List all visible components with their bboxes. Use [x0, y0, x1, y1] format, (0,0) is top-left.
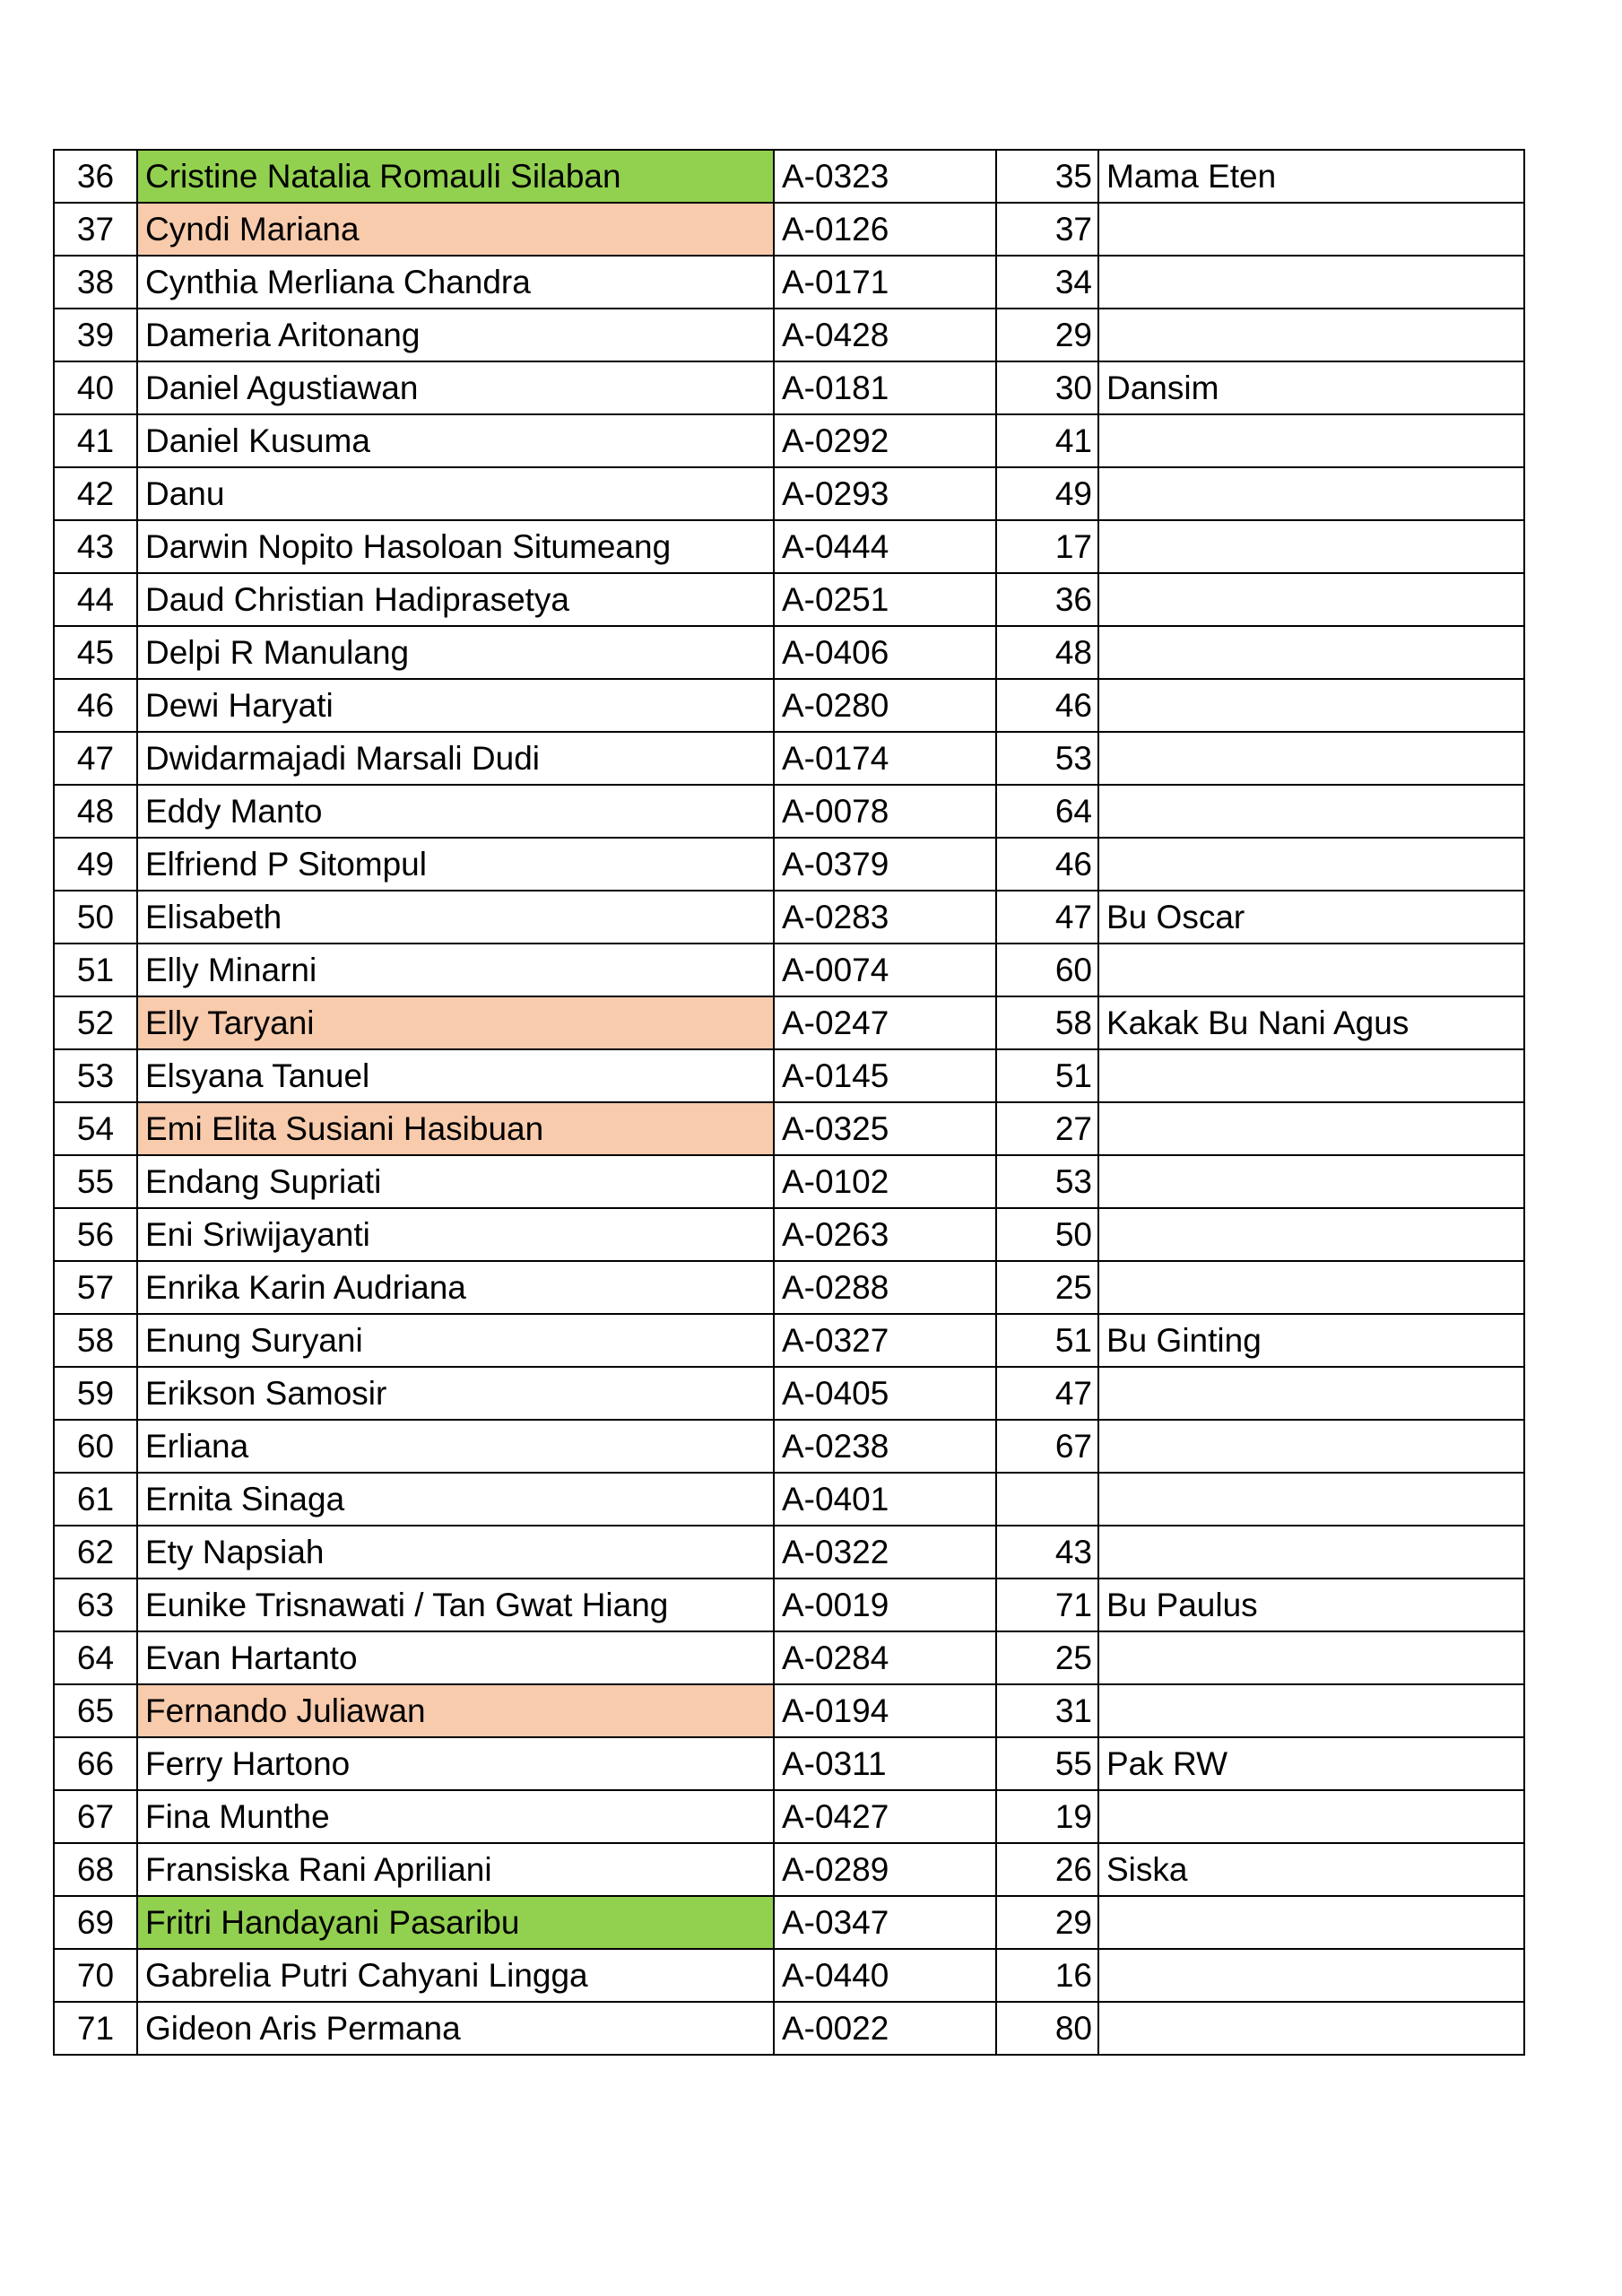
member-code-cell: A-0247	[774, 996, 996, 1049]
member-code-cell: A-0174	[774, 732, 996, 785]
member-age-cell: 29	[996, 309, 1098, 361]
member-name-cell: Endang Supriati	[137, 1155, 774, 1208]
member-note-cell	[1098, 309, 1524, 361]
member-age-cell: 47	[996, 1367, 1098, 1420]
member-name-cell: Dwidarmajadi Marsali Dudi	[137, 732, 774, 785]
member-name-cell: Gabrelia Putri Cahyani Lingga	[137, 1949, 774, 2002]
row-number-cell: 67	[54, 1790, 137, 1843]
table-row	[54, 1843, 1524, 1896]
row-number-cell: 63	[54, 1578, 137, 1631]
member-name-cell: Evan Hartanto	[137, 1631, 774, 1684]
member-name-cell: Cristine Natalia Romauli Silaban	[137, 150, 774, 203]
member-note-cell	[1098, 1790, 1524, 1843]
member-code-cell: A-0280	[774, 679, 996, 732]
member-note-cell: Kakak Bu Nani Agus	[1098, 996, 1524, 1049]
member-age-cell: 41	[996, 414, 1098, 467]
member-note-cell: Mama Eten	[1098, 150, 1524, 203]
table-row	[54, 2002, 1524, 2055]
table-row	[54, 414, 1524, 467]
member-note-cell: Dansim	[1098, 361, 1524, 414]
table-row	[54, 1737, 1524, 1790]
member-code-cell: A-0311	[774, 1737, 996, 1790]
table-row	[54, 1684, 1524, 1737]
member-name-cell: Elly Minarni	[137, 944, 774, 996]
member-age-cell: 17	[996, 520, 1098, 573]
member-note-cell	[1098, 256, 1524, 309]
row-number-cell: 44	[54, 573, 137, 626]
member-note-cell	[1098, 1473, 1524, 1526]
member-code-cell: A-0283	[774, 891, 996, 944]
row-number-cell: 70	[54, 1949, 137, 2002]
member-name-cell: Enrika Karin Audriana	[137, 1261, 774, 1314]
member-code-cell: A-0284	[774, 1631, 996, 1684]
member-name-cell: Elsyana Tanuel	[137, 1049, 774, 1102]
table-row	[54, 944, 1524, 996]
member-code-cell: A-0074	[774, 944, 996, 996]
member-note-cell	[1098, 1261, 1524, 1314]
member-note-cell	[1098, 1208, 1524, 1261]
member-code-cell: A-0288	[774, 1261, 996, 1314]
member-code-cell: A-0406	[774, 626, 996, 679]
member-age-cell: 36	[996, 573, 1098, 626]
row-number-cell: 40	[54, 361, 137, 414]
member-name-cell: Fritri Handayani Pasaribu	[137, 1896, 774, 1949]
table-row	[54, 361, 1524, 414]
table-row	[54, 1155, 1524, 1208]
row-number-cell: 47	[54, 732, 137, 785]
member-note-cell	[1098, 203, 1524, 256]
member-note-cell	[1098, 414, 1524, 467]
member-age-cell: 43	[996, 1526, 1098, 1578]
row-number-cell: 49	[54, 838, 137, 891]
table-row	[54, 1896, 1524, 1949]
table-row	[54, 996, 1524, 1049]
member-age-cell: 26	[996, 1843, 1098, 1896]
table-row	[54, 838, 1524, 891]
row-number-cell: 60	[54, 1420, 137, 1473]
member-note-cell: Bu Paulus	[1098, 1578, 1524, 1631]
row-number-cell: 54	[54, 1102, 137, 1155]
table-row	[54, 1420, 1524, 1473]
member-code-cell: A-0427	[774, 1790, 996, 1843]
member-note-cell	[1098, 838, 1524, 891]
member-name-cell: Ferry Hartono	[137, 1737, 774, 1790]
row-number-cell: 52	[54, 996, 137, 1049]
member-age-cell: 19	[996, 1790, 1098, 1843]
row-number-cell: 57	[54, 1261, 137, 1314]
member-code-cell: A-0019	[774, 1578, 996, 1631]
member-code-cell: A-0428	[774, 309, 996, 361]
member-age-cell: 30	[996, 361, 1098, 414]
table-row	[54, 1102, 1524, 1155]
member-note-cell	[1098, 944, 1524, 996]
table-row	[54, 1473, 1524, 1526]
row-number-cell: 62	[54, 1526, 137, 1578]
member-name-cell: Darwin Nopito Hasoloan Situmeang	[137, 520, 774, 573]
member-code-cell: A-0405	[774, 1367, 996, 1420]
table-row	[54, 1631, 1524, 1684]
member-name-cell: Ernita Sinaga	[137, 1473, 774, 1526]
member-note-cell	[1098, 1049, 1524, 1102]
table-row	[54, 626, 1524, 679]
member-note-cell	[1098, 1684, 1524, 1737]
member-age-cell: 67	[996, 1420, 1098, 1473]
member-name-cell: Eunike Trisnawati / Tan Gwat Hiang	[137, 1578, 774, 1631]
table-row	[54, 732, 1524, 785]
member-code-cell: A-0171	[774, 256, 996, 309]
member-code-cell: A-0325	[774, 1102, 996, 1155]
member-note-cell	[1098, 1949, 1524, 2002]
member-age-cell: 48	[996, 626, 1098, 679]
member-age-cell: 55	[996, 1737, 1098, 1790]
member-note-cell	[1098, 732, 1524, 785]
member-code-cell: A-0289	[774, 1843, 996, 1896]
member-name-cell: Daniel Agustiawan	[137, 361, 774, 414]
member-age-cell: 80	[996, 2002, 1098, 2055]
member-code-cell: A-0379	[774, 838, 996, 891]
member-code-cell: A-0181	[774, 361, 996, 414]
member-note-cell	[1098, 1102, 1524, 1155]
member-code-cell: A-0323	[774, 150, 996, 203]
member-note-cell: Bu Oscar	[1098, 891, 1524, 944]
row-number-cell: 42	[54, 467, 137, 520]
member-age-cell: 35	[996, 150, 1098, 203]
table-row	[54, 1261, 1524, 1314]
row-number-cell: 36	[54, 150, 137, 203]
row-number-cell: 64	[54, 1631, 137, 1684]
row-number-cell: 51	[54, 944, 137, 996]
member-age-cell	[996, 1473, 1098, 1526]
member-note-cell: Pak RW	[1098, 1737, 1524, 1790]
member-name-cell: Cyndi Mariana	[137, 203, 774, 256]
table-row	[54, 891, 1524, 944]
member-note-cell	[1098, 467, 1524, 520]
table-row	[54, 1367, 1524, 1420]
member-age-cell: 16	[996, 1949, 1098, 2002]
member-code-cell: A-0293	[774, 467, 996, 520]
member-note-cell	[1098, 679, 1524, 732]
member-name-cell: Elly Taryani	[137, 996, 774, 1049]
member-code-cell: A-0292	[774, 414, 996, 467]
member-age-cell: 51	[996, 1049, 1098, 1102]
member-age-cell: 53	[996, 732, 1098, 785]
member-code-cell: A-0263	[774, 1208, 996, 1261]
member-age-cell: 31	[996, 1684, 1098, 1737]
row-number-cell: 46	[54, 679, 137, 732]
row-number-cell: 55	[54, 1155, 137, 1208]
member-code-cell: A-0126	[774, 203, 996, 256]
member-name-cell: Daud Christian Hadiprasetya	[137, 573, 774, 626]
row-number-cell: 50	[54, 891, 137, 944]
row-number-cell: 66	[54, 1737, 137, 1790]
member-note-cell	[1098, 1420, 1524, 1473]
member-age-cell: 46	[996, 838, 1098, 891]
member-age-cell: 60	[996, 944, 1098, 996]
row-number-cell: 39	[54, 309, 137, 361]
member-code-cell: A-0194	[774, 1684, 996, 1737]
member-name-cell: Dameria Aritonang	[137, 309, 774, 361]
row-number-cell: 61	[54, 1473, 137, 1526]
member-age-cell: 46	[996, 679, 1098, 732]
table-row	[54, 309, 1524, 361]
member-note-cell	[1098, 1896, 1524, 1949]
member-age-cell: 47	[996, 891, 1098, 944]
member-code-cell: A-0327	[774, 1314, 996, 1367]
row-number-cell: 53	[54, 1049, 137, 1102]
member-age-cell: 49	[996, 467, 1098, 520]
table-row	[54, 1578, 1524, 1631]
member-code-cell: A-0444	[774, 520, 996, 573]
member-note-cell	[1098, 520, 1524, 573]
member-name-cell: Enung Suryani	[137, 1314, 774, 1367]
member-code-cell: A-0347	[774, 1896, 996, 1949]
row-number-cell: 71	[54, 2002, 137, 2055]
member-code-cell: A-0022	[774, 2002, 996, 2055]
member-note-cell	[1098, 626, 1524, 679]
member-code-cell: A-0102	[774, 1155, 996, 1208]
member-code-cell: A-0251	[774, 573, 996, 626]
member-name-cell: Gideon Aris Permana	[137, 2002, 774, 2055]
member-code-cell: A-0078	[774, 785, 996, 838]
row-number-cell: 41	[54, 414, 137, 467]
member-age-cell: 27	[996, 1102, 1098, 1155]
table-row	[54, 256, 1524, 309]
row-number-cell: 69	[54, 1896, 137, 1949]
member-note-cell	[1098, 1631, 1524, 1684]
row-number-cell: 38	[54, 256, 137, 309]
member-note-cell	[1098, 1155, 1524, 1208]
table-row	[54, 785, 1524, 838]
table-row	[54, 1208, 1524, 1261]
table-row	[54, 679, 1524, 732]
member-name-cell: Daniel Kusuma	[137, 414, 774, 467]
row-number-cell: 45	[54, 626, 137, 679]
member-name-cell: Dewi Haryati	[137, 679, 774, 732]
table-row	[54, 1949, 1524, 2002]
member-name-cell: Fernando Juliawan	[137, 1684, 774, 1737]
row-number-cell: 65	[54, 1684, 137, 1737]
member-age-cell: 58	[996, 996, 1098, 1049]
row-number-cell: 48	[54, 785, 137, 838]
row-number-cell: 37	[54, 203, 137, 256]
member-code-cell: A-0440	[774, 1949, 996, 2002]
member-note-cell: Bu Ginting	[1098, 1314, 1524, 1367]
member-name-cell: Erikson Samosir	[137, 1367, 774, 1420]
row-number-cell: 43	[54, 520, 137, 573]
member-name-cell: Emi Elita Susiani Hasibuan	[137, 1102, 774, 1155]
member-name-cell: Eddy Manto	[137, 785, 774, 838]
table-row	[54, 1049, 1524, 1102]
table-row	[54, 203, 1524, 256]
member-note-cell	[1098, 785, 1524, 838]
member-name-cell: Elisabeth	[137, 891, 774, 944]
member-age-cell: 37	[996, 203, 1098, 256]
member-age-cell: 71	[996, 1578, 1098, 1631]
table-row	[54, 1790, 1524, 1843]
member-age-cell: 25	[996, 1261, 1098, 1314]
member-age-cell: 64	[996, 785, 1098, 838]
member-age-cell: 51	[996, 1314, 1098, 1367]
member-note-cell: Siska	[1098, 1843, 1524, 1896]
member-name-cell: Delpi R Manulang	[137, 626, 774, 679]
member-age-cell: 50	[996, 1208, 1098, 1261]
member-name-cell: Ety Napsiah	[137, 1526, 774, 1578]
table-row	[54, 1526, 1524, 1578]
table-row	[54, 150, 1524, 203]
member-name-cell: Eni Sriwijayanti	[137, 1208, 774, 1261]
member-name-cell: Cynthia Merliana Chandra	[137, 256, 774, 309]
member-table-body	[54, 150, 1524, 2055]
member-name-cell: Danu	[137, 467, 774, 520]
member-age-cell: 34	[996, 256, 1098, 309]
member-age-cell: 29	[996, 1896, 1098, 1949]
member-code-cell: A-0401	[774, 1473, 996, 1526]
row-number-cell: 59	[54, 1367, 137, 1420]
table-row	[54, 467, 1524, 520]
member-note-cell	[1098, 1526, 1524, 1578]
member-name-cell: Fransiska Rani Apriliani	[137, 1843, 774, 1896]
row-number-cell: 68	[54, 1843, 137, 1896]
member-name-cell: Elfriend P Sitompul	[137, 838, 774, 891]
member-table	[53, 149, 1525, 2056]
member-note-cell	[1098, 1367, 1524, 1420]
member-note-cell	[1098, 573, 1524, 626]
row-number-cell: 56	[54, 1208, 137, 1261]
member-name-cell: Fina Munthe	[137, 1790, 774, 1843]
member-code-cell: A-0238	[774, 1420, 996, 1473]
member-age-cell: 25	[996, 1631, 1098, 1684]
member-note-cell	[1098, 2002, 1524, 2055]
table-row	[54, 1314, 1524, 1367]
member-age-cell: 53	[996, 1155, 1098, 1208]
member-code-cell: A-0145	[774, 1049, 996, 1102]
table-row	[54, 573, 1524, 626]
member-code-cell: A-0322	[774, 1526, 996, 1578]
member-name-cell: Erliana	[137, 1420, 774, 1473]
table-row	[54, 520, 1524, 573]
row-number-cell: 58	[54, 1314, 137, 1367]
